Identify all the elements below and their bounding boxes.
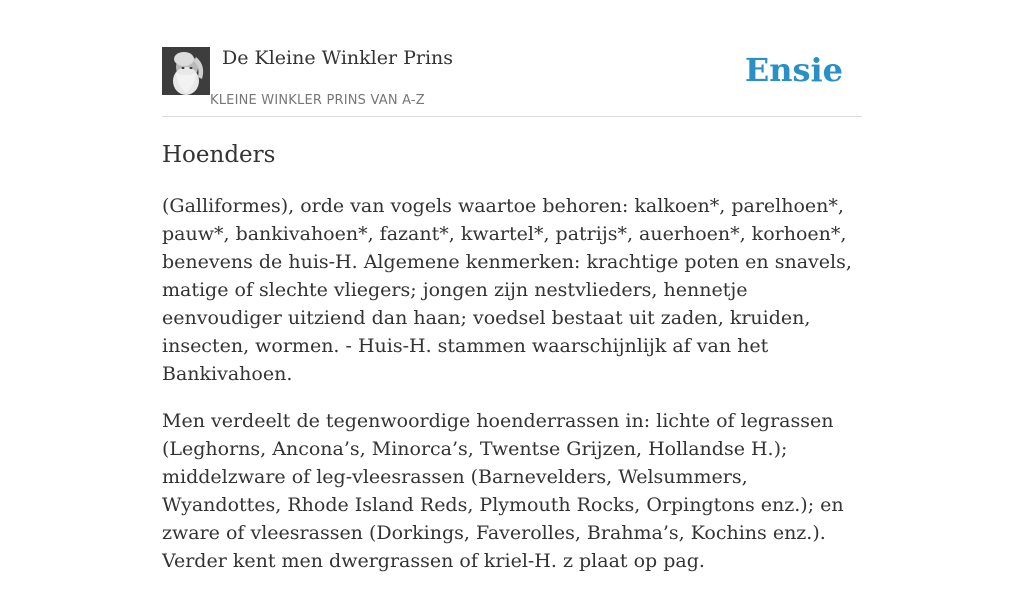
entry-paragraph: (Galliformes), orde van vogels waartoe behoren: kalkoen*, parelhoen*, pauw*, bankivahoen*, fazant*, kwartel*, patrijs*, auerhoen*, korhoen*, benevens de huis-H. Algemene kenmerken: krachtige poten en snavels, matige of slechte vliegers; jongen zijn nestvlieders, hennetje eenvoudiger uitziend dan haan; voedsel bestaat uit zaden, kruiden, insecten, wormen. - Huis-H. stammen waarschijnlijk af van het Bankivahoen.	[162, 195, 852, 385]
source-header	[162, 0, 862, 117]
page	[162, 0, 862, 572]
entry-title: Hoenders	[162, 142, 276, 168]
bearded-man-portrait-icon	[162, 47, 210, 95]
source-title[interactable]: De Kleine Winkler Prins	[222, 47, 454, 69]
entry-paragraph: Men verdeelt de tegenwoordige hoenderrassen in: lichte of legrassen (Leghorns, Ancona’s, Minorca’s, Twentse Grijzen, Hollandse H.); middelzware of leg-vleesrassen (Barnevelders, Welsummers, Wyandottes, Rhode Island Reds, Plymouth Rocks, Orpingtons enz.); en zware of vleesrassen (Dorkings, Faverolles, Brahma’s, Kochins enz.). Verder kent men dwergrassen of kriel-H. z plaat op pag.	[162, 410, 844, 572]
ensie-logo[interactable]: Ensie	[744, 51, 843, 89]
entry-body	[162, 192, 862, 594]
source-avatar[interactable]	[162, 47, 210, 95]
source-subtitle[interactable]: KLEINE WINKLER PRINS VAN A-Z	[210, 93, 425, 108]
